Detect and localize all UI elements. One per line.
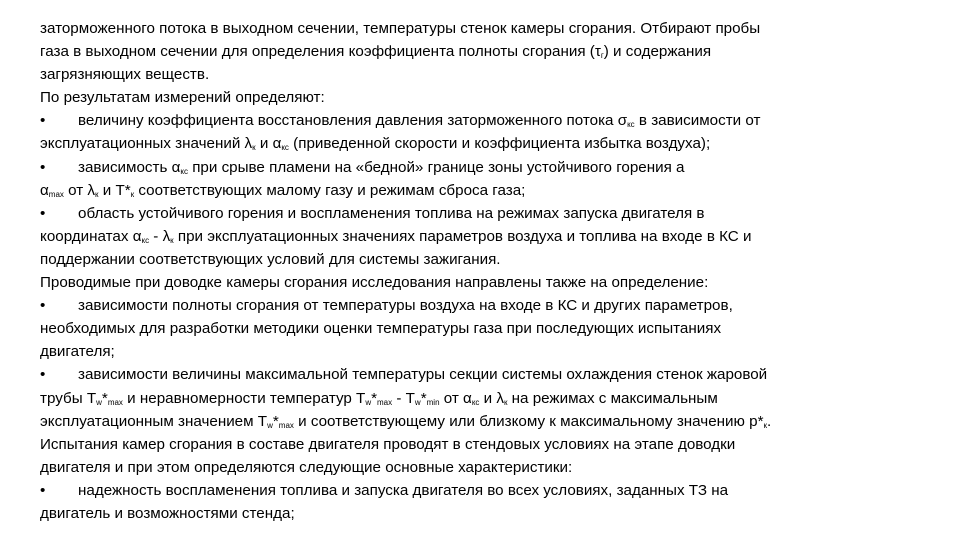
bullet-marker: • [40, 112, 46, 130]
text-line: загрязняющих веществ. [40, 66, 210, 84]
bullet-item-ignition-reliability: • надежность воспламенения топлива и запуска двигателя во всех условиях, заданных ТЗ на двигатель и возможностями стенда; [40, 479, 940, 525]
bullet-item-flame-blowout: • зависимость $\alpha_{кс}$ при срыве пламени на «бедной» границе зоны устойчивого горения а $\alpha_{max}$ от $\lambda_к$ и $Т*_к$ соответствующих малому газу и режимам сброса газа; [40, 156, 940, 202]
bullet-item-max-temperature: • зависимости величины максимальной температуры секции системы охлаждения стенок жаровой трубы $Т_w*_{max}$ и неравномерности температур $Т_w*_{max} - Т_w*_{min}$ от $\alpha_{кс}$ и $\lambda_к$ на режимах с максимальным эксплуатационным значением $Т_w*_{max}$ и соответствующему или близкому к максимальному значению $р*_к$. [40, 363, 940, 432]
bullet-marker: • [40, 204, 46, 222]
document-text [40, 17, 940, 525]
bullet-marker: • [40, 158, 46, 176]
text-line: газа в выходном сечении для определения коэффициента полноты сгорания ( [40, 43, 595, 61]
bullet-marker: • [40, 481, 46, 499]
bullet-item-pressure-recovery: • величину коэффициента восстановления давления заторможенного потока $\sigma_{кс}$ в зависимости от эксплуатационных значений $\lambda_к$ и $\alpha_{кс}$ (приведенной скорости и коэффициента избытка воздуха); [40, 109, 940, 155]
text-line: заторможенного потока в выходном сечении, температуры стенок камеры сгорания. Отбирают пробы [40, 20, 761, 37]
text-line: ) и содержания [603, 43, 712, 61]
bullet-marker: • [40, 297, 46, 315]
paragraph-results: По результатам измерений определяют: [40, 89, 325, 107]
subscript: г [600, 51, 604, 61]
symbol-tau: τ [594, 43, 601, 61]
paragraph-intro [40, 17, 940, 86]
bullet-item-combustion-efficiency: • зависимости полноты сгорания от температуры воздуха на входе в КС и других параметров, необходимых для разработки методики оценки температуры газа при последующих испытаниях двигателя; [40, 294, 940, 363]
paragraph-engine-tests: Испытания камер сгорания в составе двигателя проводят в стендовых условиях на этапе доводки двигателя и при этом определяются следующие основные характеристики: [40, 435, 736, 476]
paragraph-development: Проводимые при доводке камеры сгорания исследования направлены также на определение: [40, 274, 709, 292]
bullet-item-ignition-region: • область устойчивого горения и воспламенения топлива на режимах запуска двигателя в координатах $\alpha_{кс} - \lambda_к$ при эксплуатационных значениях параметров воздуха и топлива на входе в КС и поддержании соответствующих условий для системы зажигания. [40, 202, 940, 271]
bullet-marker: • [40, 366, 46, 384]
